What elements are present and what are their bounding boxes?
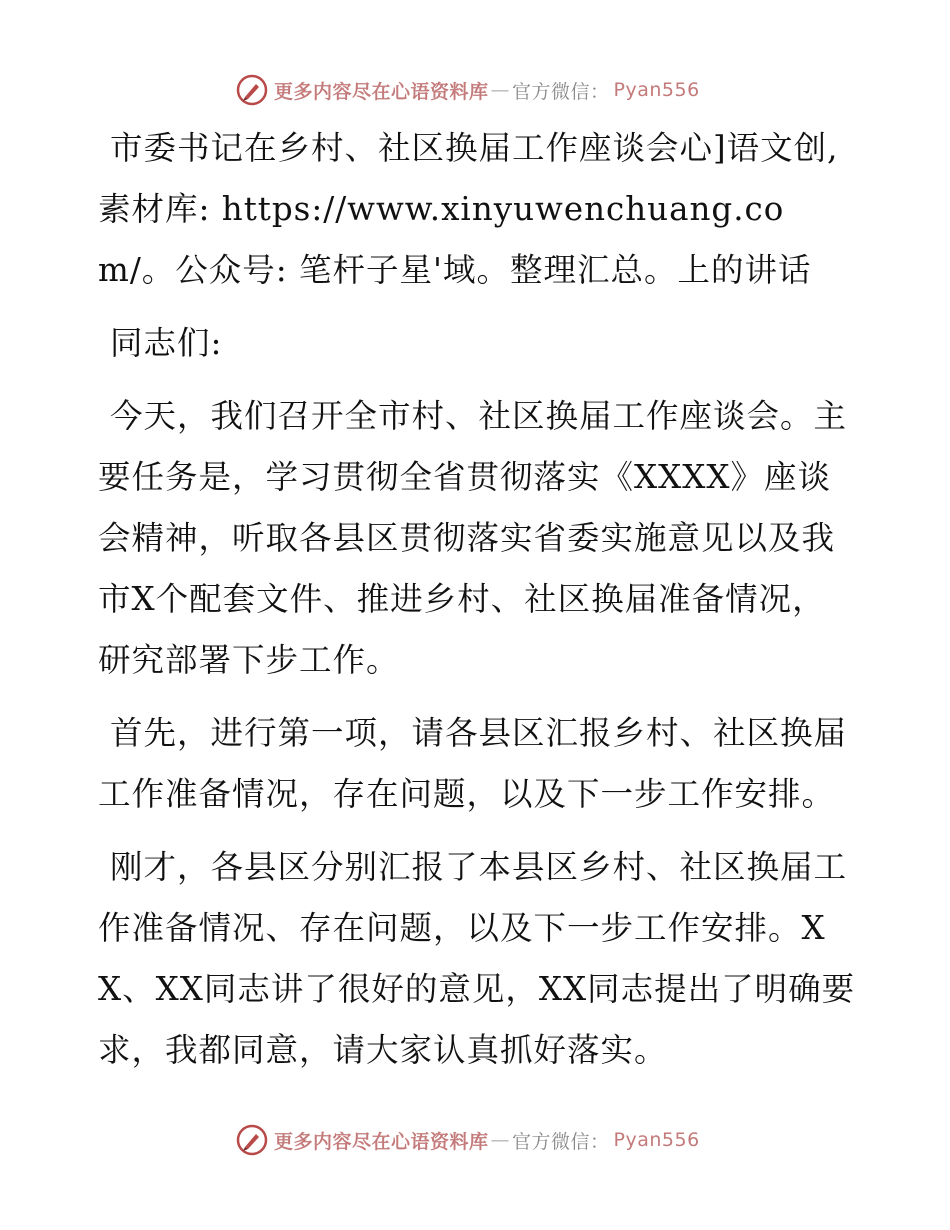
watermark-separator: — [490, 1129, 511, 1151]
pen-logo-icon [236, 74, 268, 106]
paragraph-3: 刚才，各县区分别汇报了本县区乡村、社区换届工作准备情况、存在问题，以及下一步工作安排。XX、XX同志讲了很好的意见，XX同志提出了明确要求，我都同意，请大家认真抓好落实。 [98, 848, 856, 1069]
watermark-separator: — [490, 79, 511, 101]
watermark-label: 官方微信： [512, 1130, 610, 1153]
watermark-label: 官方微信： [512, 80, 610, 103]
watermark-main-text: 更多内容尽在心语资料库 [274, 1130, 489, 1153]
watermark-wechat-id: Pyan556 [613, 1129, 700, 1151]
pen-logo-icon [236, 1124, 268, 1156]
document-body [98, 118, 858, 1081]
document-title: 市委书记在乡村、社区换届工作座谈会心]语文创,素材库: https://www.xinyuwenchuang.com/。公众号: 笔杆子星'域。整理汇总。上的讲话 [98, 129, 839, 289]
watermark-main-text: 更多内容尽在心语资料库 [274, 80, 489, 103]
paragraph-2: 首先，进行第一项，请各县区汇报乡村、社区换届工作准备情况，存在问题，以及下一步工作安排。 [98, 714, 848, 813]
footer-watermark [236, 1122, 700, 1158]
salutation: 同志们: [110, 324, 223, 362]
paragraph-1: 今天，我们召开全市村、社区换届工作座谈会。主要任务是，学习贯彻全省贯彻落实《XXXX》座谈会精神，听取各县区贯彻落实省委实施意见以及我市X个配套文件、推进乡村、社区换届准备情况，研究部署下步工作。 [98, 397, 848, 679]
watermark-wechat-id: Pyan556 [613, 79, 700, 101]
header-watermark [236, 72, 700, 108]
